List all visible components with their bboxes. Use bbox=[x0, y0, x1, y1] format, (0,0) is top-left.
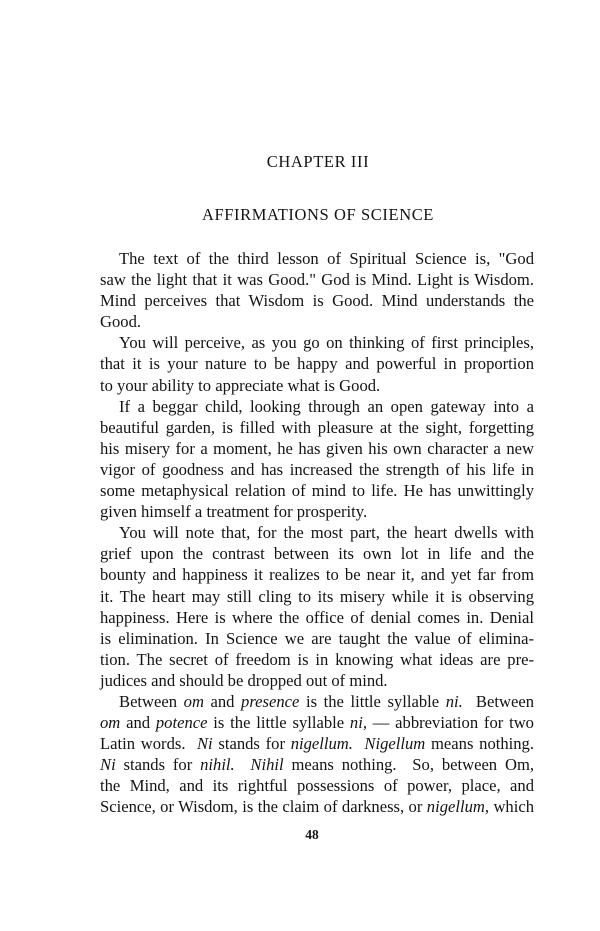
text-run: is the little syllable bbox=[207, 713, 350, 733]
text-line: some metaphysical relation of mind to life. He has unwittingly bbox=[100, 481, 534, 501]
text-line bbox=[100, 775, 534, 796]
text-line: judices and should be dropped out of mind. bbox=[100, 670, 388, 690]
text-line: The text of the third lesson of Spiritual Science is, "God bbox=[119, 249, 534, 268]
text-line: vigor of goodness and has increased the strength of his life in bbox=[100, 459, 534, 479]
paragraph bbox=[100, 396, 534, 523]
paragraph bbox=[100, 248, 534, 332]
text-run: means nothing. So, between Om, bbox=[283, 755, 535, 775]
text-run: and bbox=[120, 713, 156, 733]
text-line: happiness. Here is where the office of denial comes in. Denial bbox=[100, 607, 534, 627]
body-text bbox=[100, 248, 534, 818]
text-run bbox=[353, 734, 364, 753]
text-line: it. The heart may still cling to its misery while it is observing bbox=[100, 586, 534, 606]
chapter-title: AFFIRMATIONS OF SCIENCE bbox=[201, 205, 434, 224]
italic-term: potence bbox=[155, 713, 208, 733]
text-line bbox=[100, 733, 534, 754]
italic-term: ni. bbox=[445, 691, 463, 711]
text-line bbox=[100, 712, 534, 733]
italic-term: Ni bbox=[196, 734, 213, 754]
text-run: the Mind, and its rightful possessions of power, place, and bbox=[100, 776, 534, 796]
italic-term: nihil. bbox=[200, 755, 235, 775]
page-number: 48 bbox=[305, 827, 319, 842]
text-run: stands for bbox=[212, 734, 291, 754]
chapter-label: CHAPTER III bbox=[266, 152, 370, 171]
text-line: If a beggar child, looking through an open gateway into a bbox=[119, 396, 534, 416]
italic-term: Ni bbox=[100, 755, 116, 775]
text-run: Between bbox=[462, 691, 534, 711]
text-line: that it is your nature to be happy and powerful in proportion bbox=[100, 354, 534, 374]
italic-term: nigellum. bbox=[290, 734, 353, 754]
italic-term: ni, bbox=[349, 713, 367, 733]
text-run: Latin words. bbox=[100, 734, 197, 754]
text-run: stands for bbox=[115, 755, 201, 775]
text-line: to your ability to appreciate what is Good. bbox=[100, 375, 381, 395]
paragraph bbox=[100, 522, 534, 691]
text-line: You will note that, for the most part, the heart dwells with bbox=[119, 523, 534, 543]
italic-term: Nigellum bbox=[364, 734, 426, 754]
italic-term: om bbox=[183, 691, 204, 711]
text-line: beautiful garden, is filled with pleasure at the sight, forgetting bbox=[100, 417, 534, 437]
text-line: given himself a treatment for prosperity. bbox=[100, 502, 368, 522]
text-run: Science, or Wisdom, is the claim of darkness, or bbox=[100, 797, 427, 817]
text-line: is elimination. In Science we are taught the value of elimina- bbox=[100, 628, 534, 648]
text-run: Between bbox=[119, 691, 184, 711]
italic-term: om bbox=[100, 713, 121, 733]
text-line: You will perceive, as you go on thinking of first principles, bbox=[119, 333, 534, 353]
text-line bbox=[100, 796, 534, 817]
text-line: bounty and happiness it realizes to be near it, and yet far from bbox=[100, 565, 534, 585]
text-line bbox=[100, 691, 534, 712]
paragraph bbox=[100, 691, 534, 818]
text-run: is the little syllable bbox=[299, 691, 446, 711]
text-line: grief upon the contrast between its own lot in life and the bbox=[100, 544, 534, 564]
text-line: saw the light that it was Good." God is Mind. Light is Wisdom. bbox=[100, 270, 534, 290]
text-run bbox=[235, 755, 251, 774]
italic-term: Nihil bbox=[250, 755, 284, 775]
text-line: tion. The secret of freedom is in knowing what ideas are pre- bbox=[100, 649, 534, 669]
paragraph bbox=[100, 332, 534, 395]
text-run: and bbox=[203, 691, 242, 711]
italic-term: presence bbox=[241, 691, 300, 711]
italic-term: nigellum bbox=[426, 797, 485, 817]
text-line bbox=[100, 754, 534, 775]
text-line: his misery for a moment, he has given his own character a new bbox=[100, 438, 534, 458]
text-run: , which bbox=[484, 797, 534, 817]
text-line: Mind perceives that Wisdom is Good. Mind understands the bbox=[100, 291, 534, 311]
text-run: means nothing. bbox=[425, 734, 534, 754]
text-run: — abbreviation for two bbox=[366, 713, 534, 733]
text-line: Good. bbox=[100, 312, 142, 332]
